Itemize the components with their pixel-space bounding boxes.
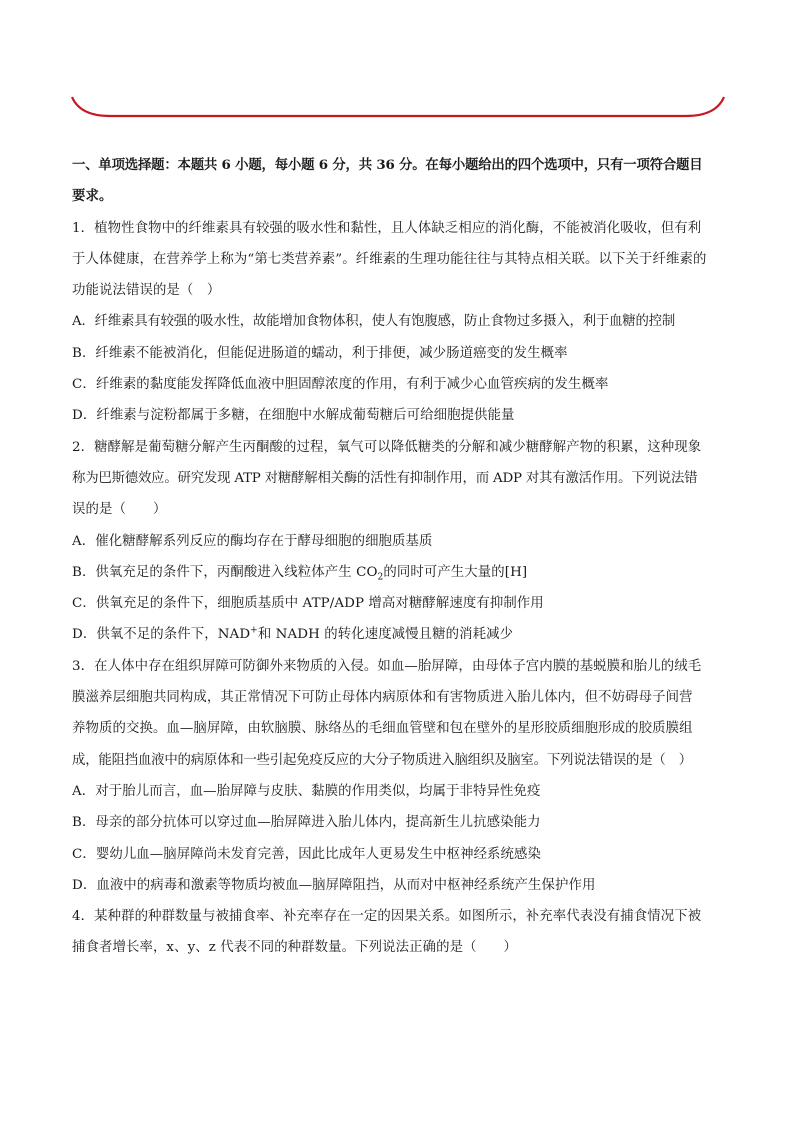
question-3-stem: 成，能阻挡血液中的病原体和一些引起免疫反应的大分子物质进入脑组织及脑室。下列说法错误的是（ ） [72,752,692,768]
question-1 [72,213,722,432]
question-3-option-c: C．婴幼儿血—脑屏障尚未发育完善，因此比成年人更易发生中枢神经系统感染 [72,846,542,862]
question-2 [72,432,722,651]
section-heading: 一、单项选择题：本题共 6 小题，每小题 6 分，共 36 分。在每小题给出的四个选项中，只有一项符合题目 [72,157,703,173]
question-2-stem: 称为巴斯德效应。研究发现 ATP 对糖酵解相关酶的活性有抑制作用，而 ADP 对其有激活作用。下列说法错 [72,470,698,486]
question-3-stem: 膜滋养层细胞共同构成，其正常情况下可防止母体内病原体和有害物质进入胎儿体内，但不妨碍母子间营 [72,690,693,706]
header-decoration [0,0,794,130]
question-2-option-b: B．供氧充足的条件下，丙酮酸进入线粒体产生 $CO_2$的同时可产生大量的[H] [72,564,528,583]
question-3-option-d: D．血液中的病毒和激素等物质均被血—脑屏障阻挡，从而对中枢神经系统产生保护作用 [72,877,596,893]
question-1-stem: 功能说法错误的是（ ） [72,283,221,299]
exam-content [72,150,722,964]
question-1-stem: 1．植物性食物中的纤维素具有较强的吸水性和黏性，且人体缺乏相应的消化酶，不能被消化吸收，但有利 [72,220,702,236]
question-3-stem: 养物质的交换。血—脑屏障，由软脑膜、脉络丛的毛细血管壁和包在壁外的星形胶质细胞形成的胶质膜组 [72,721,693,737]
question-2-stem: 误的是（ ） [72,502,167,518]
header-red-curve [72,97,724,116]
question-3 [72,651,722,901]
question-2-option-a: A．催化糖酵解系列反应的酶均存在于酵母细胞的细胞质基质 [72,533,433,549]
question-1-option-b: B．纤维素不能被消化，但能促进肠道的蠕动，利于排便，减少肠道癌变的发生概率 [72,345,568,361]
question-3-option-a: A．对于胎儿而言，血—胎屏障与皮肤、黏膜的作用类似，均属于非特异性免疫 [72,783,541,799]
question-3-option-b: B．母亲的部分抗体可以穿过血—胎屏障进入胎儿体内，提高新生儿抗感染能力 [72,815,541,831]
question-1-stem: 于人体健康，在营养学上称为“第七类营养素”。纤维素的生理功能往往与其特点相关联。以下关于纤维素的 [72,251,707,267]
question-4-stem: 4．某种群的种群数量与被捕食率、补充率存在一定的因果关系。如图所示，补充率代表没有捕食情况下被 [72,909,702,925]
question-2-option-c: C．供氧充足的条件下，细胞质基质中 ATP/ADP 增高对糖酵解速度有抑制作用 [72,596,544,612]
question-3-stem: 3．在人体中存在组织屏障可防御外来物质的入侵。如血—胎屏障，由母体子宫内膜的基蜕膜和胎儿的绒毛 [72,658,702,674]
question-2-option-d: D．供氧不足的条件下，NAD+和 NADH 的转化速度减慢且糖的消耗减少 [72,625,514,643]
question-1-option-a: A．纤维素具有较强的吸水性，故能增加食物体积，使人有饱腹感，防止食物过多摄入，利于血糖的控制 [72,314,676,330]
section-heading-cont: 要求。 [72,188,113,205]
question-1-option-d: D．纤维素与淀粉都属于多糖，在细胞中水解成葡萄糖后可给细胞提供能量 [72,408,515,424]
question-1-option-c: C．纤维素的黏度能发挥降低血液中胆固醇浓度的作用，有利于减少心血管疾病的发生概率 [72,377,609,393]
question-2-stem: 2．糖酵解是葡萄糖分解产生丙酮酸的过程，氧气可以降低糖类的分解和减少糖酵解产物的积累，这种现象 [72,439,702,455]
question-4 [72,901,722,964]
question-4-stem: 捕食者增长率，x、y、z 代表不同的种群数量。下列说法正确的是（ ） [72,940,518,956]
